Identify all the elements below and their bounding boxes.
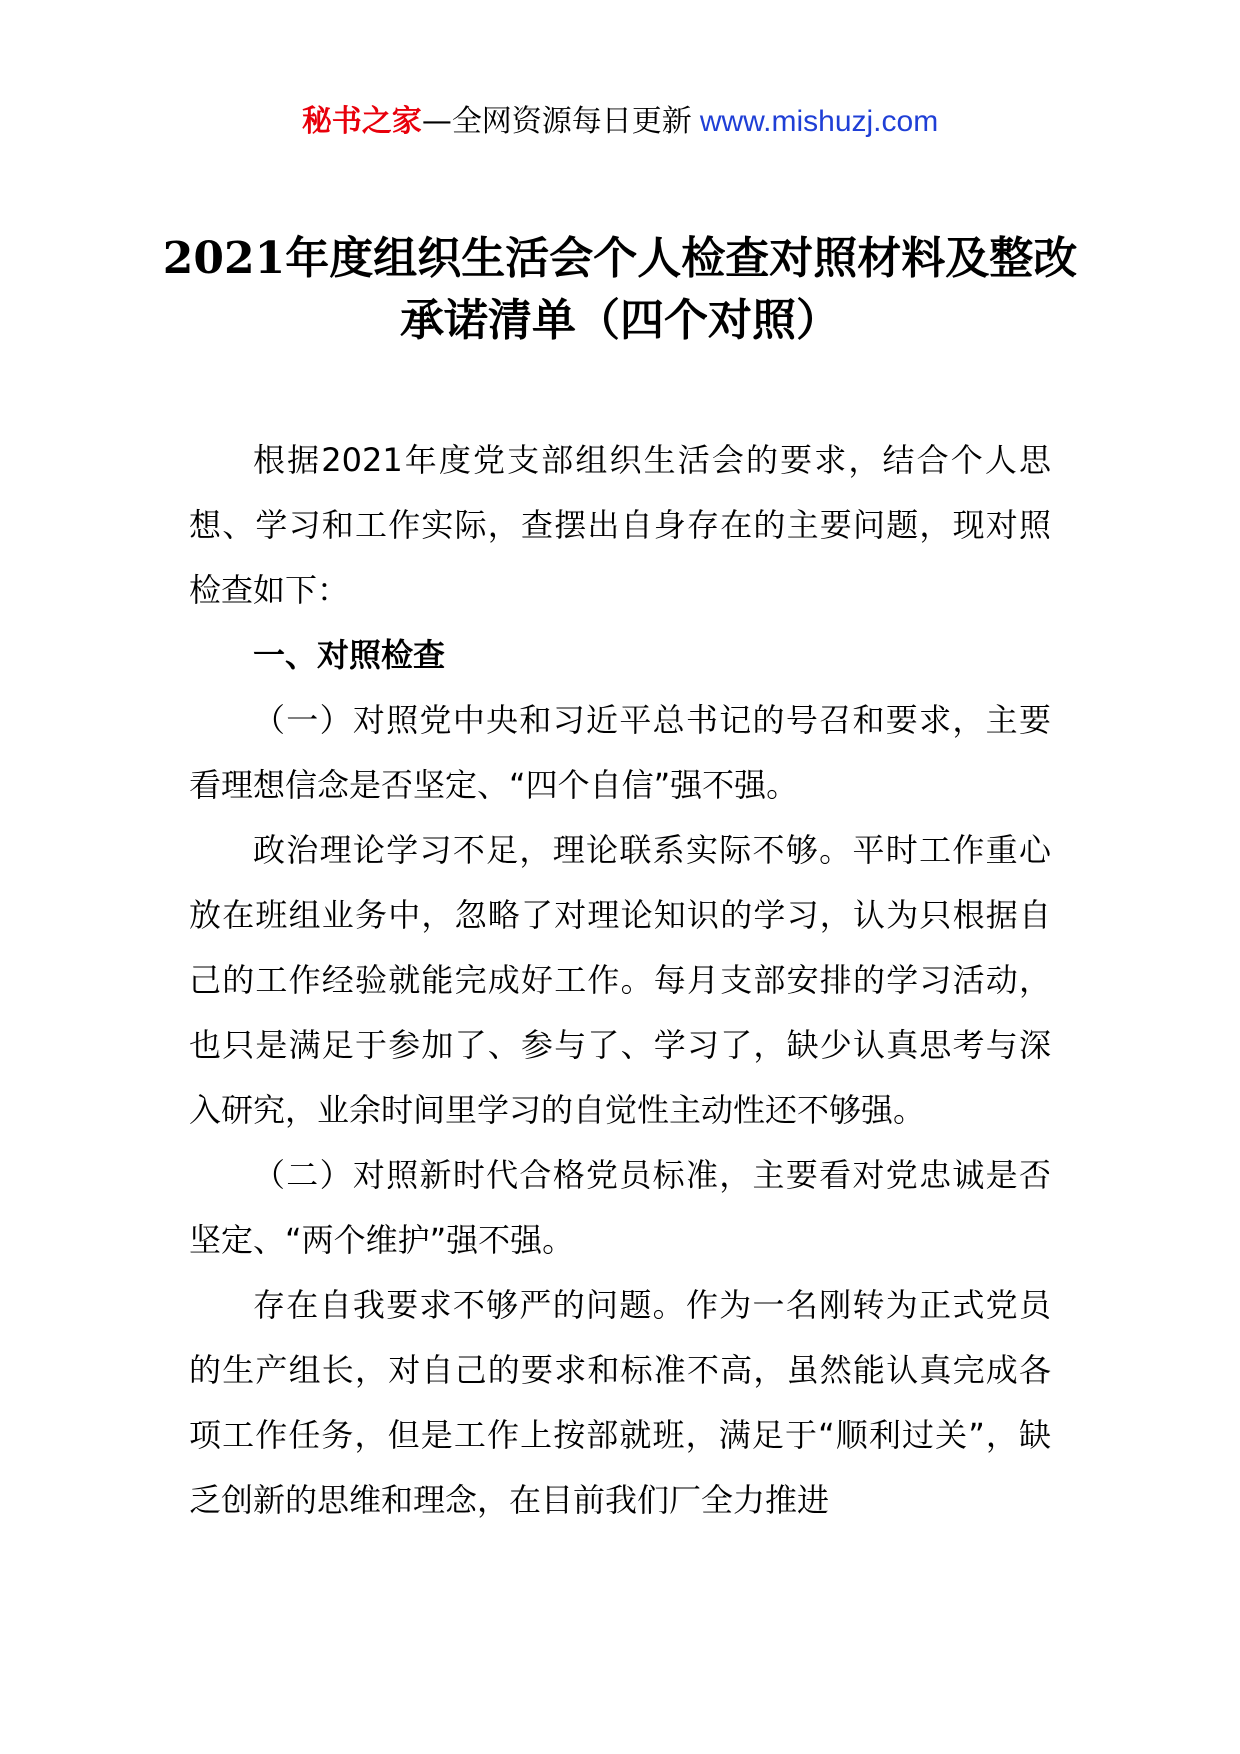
subsection-heading-1: （一）对照党中央和习近平总书记的号召和要求，主要看理想信念是否坚定、“四个自信”强不强。	[189, 701, 1051, 804]
section-heading: 一、对照检查	[253, 636, 446, 674]
document-body	[189, 428, 1051, 1533]
site-brand: 秘书之家	[301, 104, 422, 139]
site-url-link[interactable]: www.mishuzj.com	[699, 105, 939, 138]
subsection-heading-2: （二）对照新时代合格党员标准，主要看对党忠诚是否坚定、“两个维护”强不强。	[189, 1156, 1051, 1259]
body-paragraph-2: 存在自我要求不够严的问题。作为一名刚转为正式党员的生产组长，对自己的要求和标准不高，虽然能认真完成各项工作任务，但是工作上按部就班，满足于“顺利过关”，缺乏创新的思维和理念，在目前我们厂全力推进	[189, 1286, 1051, 1519]
site-banner	[0, 100, 1240, 144]
document-title: 2021年度组织生活会个人检查对照材料及整改承诺清单（四个对照）	[162, 233, 1078, 346]
body-paragraph-1: 政治理论学习不足，理论联系实际不够。平时工作重心放在班组业务中，忽略了对理论知识的学习，认为只根据自己的工作经验就能完成好工作。每月支部安排的学习活动，也只是满足于参加了、参与了、学习了，缺少认真思考与深入研究，业余时间里学习的自觉性主动性还不够强。	[189, 831, 1051, 1129]
intro-paragraph: 根据2021年度党支部组织生活会的要求，结合个人思想、学习和工作实际，查摆出自身存在的主要问题，现对照检查如下：	[189, 441, 1051, 609]
site-tagline: —全网资源每日更新	[421, 104, 692, 139]
